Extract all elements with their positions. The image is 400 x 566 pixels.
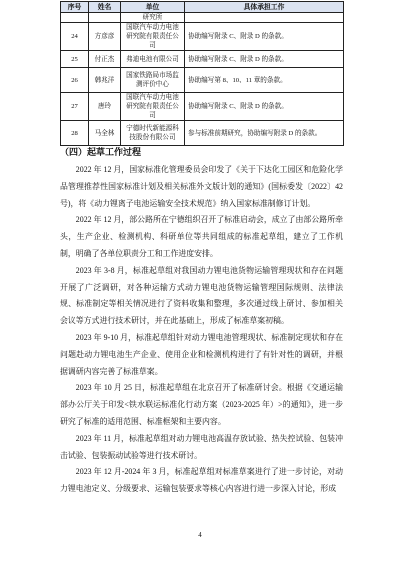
paragraph: 2022 年 12 月，国家标准化管理委员会印发了《关于下达化工园区和危险化学品管理推荐性国家标准计划及相关标准外文版计划的通知》(国标委发〔2022〕42 号)，将《动力锂离子电池运输安全技术规范》纳入国家标准制修订计划。 xyxy=(60,165,343,208)
table-row xyxy=(61,68,344,93)
paragraph: 2023 年 11 月，标准起草组对动力锂电池高温存放试验、热失控试验、包装冲击试验、包装振动试验等进行技术研讨。 xyxy=(60,433,343,460)
member-name: 马全林 xyxy=(89,121,121,146)
member-task: 协助编写第 8、10、11 章的条款。 xyxy=(185,68,344,93)
member-name: 付正杰 xyxy=(89,51,121,68)
header-task: 具体承担工作 xyxy=(185,2,344,13)
table-row-continued xyxy=(61,13,344,23)
member-unit: 国联汽车动力电池研究院有限责任公司 xyxy=(121,93,185,121)
empty-cell xyxy=(89,13,121,23)
member-unit: 宁德时代新能源科技股份有限公司 xyxy=(121,121,185,146)
member-task: 协助编写附录 C、附录 D 的条款。 xyxy=(185,51,344,68)
table-row xyxy=(61,23,344,51)
member-name: 韩兆洋 xyxy=(89,68,121,93)
section-body xyxy=(60,162,343,504)
table-header-row xyxy=(61,2,344,13)
member-name: 方彦彦 xyxy=(89,23,121,51)
member-unit: 弗迪电池有限公司 xyxy=(121,51,185,68)
member-task: 协助编写附录 C、附录 D 的条款。 xyxy=(185,93,344,121)
row-number: 25 xyxy=(61,51,89,68)
paragraph: 2023 年 12 月-2024 年 3 月，标准起草组对标准草案进行了进一步讨论，对动力锂电池定义、分级要求、运输包装要求等核心内容进行进一步深入讨论，形成 xyxy=(60,467,343,494)
header-number: 序号 xyxy=(61,2,89,13)
empty-cell xyxy=(61,13,89,23)
empty-cell xyxy=(185,13,344,23)
drafting-members-table xyxy=(60,1,344,146)
header-unit: 单位 xyxy=(121,2,185,13)
member-unit: 国家铁路局市场监测评价中心 xyxy=(121,68,185,93)
member-task: 参与标准前期研究，协助编写附录 D 的条款。 xyxy=(185,121,344,146)
row-number: 27 xyxy=(61,93,89,121)
member-name: 唐玲 xyxy=(89,93,121,121)
table-row xyxy=(61,51,344,68)
row-number: 26 xyxy=(61,68,89,93)
paragraph: 2022 年 12 月，部公路所在宁德组织召开了标准启动会，成立了由部公路所牵头，生产企业、检测机构、科研单位等共同组成的标准起草组，建立了工作机制，明确了各单位职责分工和工作进度安排。 xyxy=(60,215,343,258)
paragraph: 2023 年 9-10 月，标准起草组针对动力锂电池管理现状、标准制定现状和存在问题赴动力锂电池生产企业、使用企业和检测机构进行了有针对性的调研，并根据调研内容完善了标准草案。 xyxy=(60,332,343,376)
paragraph: 2023 年 3-8 月，标准起草组对我国动力锂电池货物运输管理现状和存在问题开展了广泛调研，对各种运输方式动力锂电池货物运输管理国际规则、法律法规、标准制定等相关情况进行了资料收集和整理，多次通过线上研讨、参加相关会议等方式进行技术研讨，并在此基础上，形成了标准草案初稿。 xyxy=(60,265,343,326)
row-number: 28 xyxy=(61,121,89,146)
table-row xyxy=(61,121,344,146)
page-number: 4 xyxy=(198,531,202,539)
table-row xyxy=(61,93,344,121)
row-number: 24 xyxy=(61,23,89,51)
member-task: 协助编写附录 C、附录 D 的条款。 xyxy=(185,23,344,51)
member-unit: 国联汽车动力电池研究院有限责任公司 xyxy=(121,23,185,51)
paragraph: 2023 年 10 月 25 日，标准起草组在北京召开了标准研讨会。根据《交通运输部办公厅关于印发<铁水联运标准化行动方案（2023-2025 年）>的通知》，进一步研究了标准的适用范围、标准框架和主要内容。 xyxy=(60,383,343,426)
member-unit: 研究所 xyxy=(121,13,185,23)
section-heading: （四）起草工作过程 xyxy=(60,148,142,158)
header-name: 姓名 xyxy=(89,2,121,13)
